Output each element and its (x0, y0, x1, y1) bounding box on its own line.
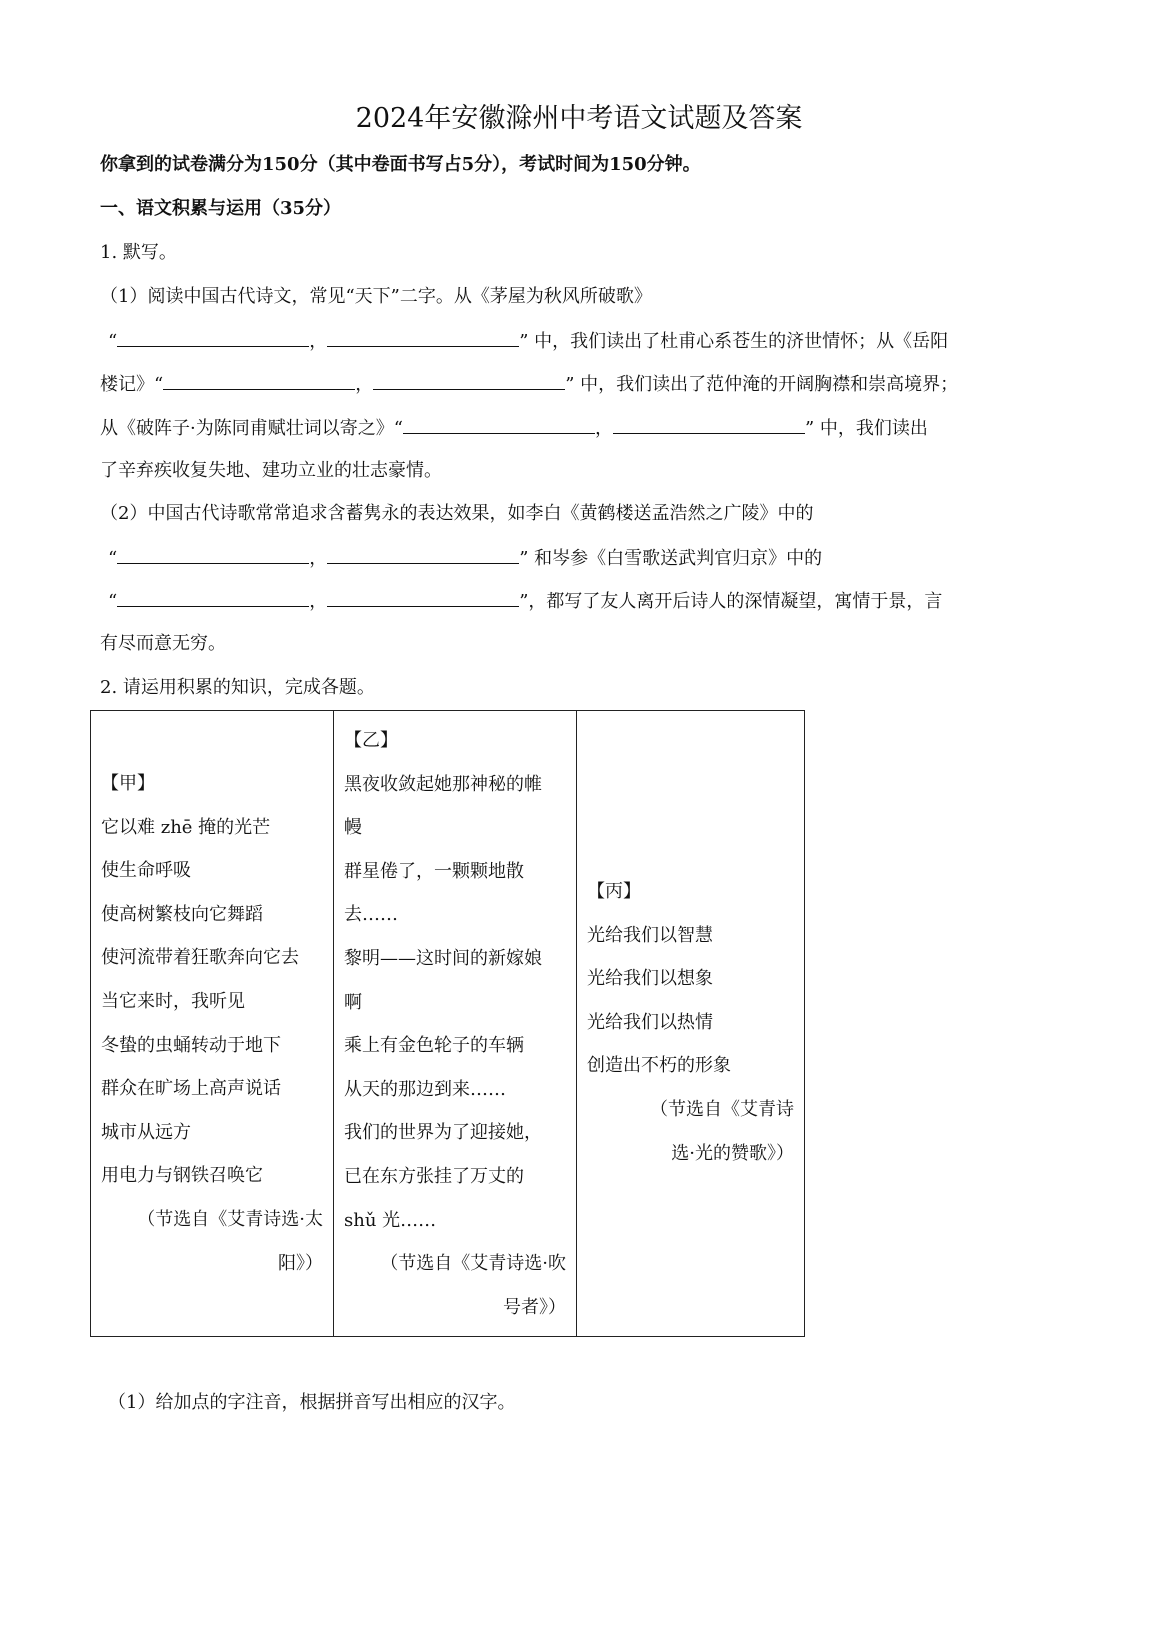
comma: ， (309, 331, 328, 352)
section-heading: 一、语文积累与运用（35分） (100, 198, 342, 219)
poem-line: 城市从远方 (101, 1121, 191, 1143)
quote: “ (108, 548, 118, 569)
q1-part2-line (108, 543, 822, 573)
poem-source: 阳》） (278, 1252, 323, 1274)
poem-source: （节选自《艾青诗选·吹 (380, 1253, 566, 1275)
poem-line: 光给我们以想象 (587, 968, 713, 990)
answer-blank[interactable] (403, 413, 595, 434)
q1-part2-line: 有尽而意无穷。 (100, 633, 226, 654)
poem-line: 使河流带着狂歌奔向它去 (101, 947, 299, 969)
q1-part2-line (108, 586, 942, 616)
document-title: 2024年安徽滁州中考语文试题及答案 (355, 103, 803, 134)
poem-heading: 【丙】 (587, 881, 641, 902)
poem-line: 幔 (344, 817, 362, 839)
answer-blank[interactable] (613, 413, 805, 434)
question-1-label: 1. 默写。 (100, 242, 177, 263)
text: ” 和岑参《白雪歌送武判官归京》中的 (519, 548, 823, 569)
poem-heading: 【甲】 (101, 773, 155, 794)
poem-line: 使生命呼吸 (101, 860, 191, 882)
comma: ， (309, 548, 328, 569)
poem-source: 选·光的赞歌》） (671, 1142, 794, 1164)
poem-line: 去…… (344, 904, 398, 926)
answer-blank[interactable] (117, 586, 309, 607)
answer-blank[interactable] (163, 369, 355, 390)
answer-blank[interactable] (327, 326, 519, 347)
poem-source: （节选自《艾青诗 (650, 1098, 794, 1120)
text: 楼记》“ (100, 374, 164, 395)
text: ” 中，我们读出 (804, 418, 928, 439)
q1-part1-line (100, 369, 958, 399)
poem-source: 号者》） (503, 1296, 566, 1318)
poem-line: 群星倦了，一颗颗地散 (344, 860, 524, 882)
text: 从《破阵子·为陈同甫赋壮词以寄之》“ (100, 418, 403, 439)
poem-line: 当它来时，我听见 (101, 990, 245, 1012)
answer-blank[interactable] (117, 326, 309, 347)
answer-blank[interactable] (117, 543, 309, 564)
q1-part1-line (100, 413, 928, 443)
question-2-label: 2. 请运用积累的知识，完成各题。 (100, 677, 375, 698)
poem-line: 从天的那边到来…… (344, 1078, 506, 1100)
poem-heading: 【乙】 (344, 730, 398, 751)
text: ” 中，我们读出了范仲淹的开阔胸襟和崇高境界； (565, 374, 959, 395)
answer-blank[interactable] (373, 369, 565, 390)
poem-source: （节选自《艾青诗选·太 (137, 1208, 323, 1230)
poem-line: 创造出不朽的形象 (587, 1055, 731, 1077)
poem-line: 冬蛰的虫蛹转动于地下 (101, 1034, 281, 1056)
poem-cell-bing (577, 711, 805, 1337)
poem-line: shǔ 光…… (344, 1209, 437, 1231)
poem-line: 黎明——这时间的新嫁娘 (344, 947, 542, 969)
poem-cell-yi (334, 711, 577, 1337)
poem-line: 乘上有金色轮子的车辆 (344, 1035, 524, 1057)
poem-line: 光给我们以热情 (587, 1011, 713, 1033)
quote: “ (108, 591, 118, 612)
comma: ， (309, 591, 328, 612)
q1-part1-line: （1）阅读中国古代诗文，常见“天下”二字。从《茅屋为秋风所破歌》 (100, 286, 652, 307)
poem-line: 使高树繁枝向它舞蹈 (101, 903, 263, 925)
text: ” 中，我们读出了杜甫心系苍生的济世情怀；从《岳阳 (519, 331, 949, 352)
q1-part1-line (108, 326, 948, 356)
text: ”，都写了友人离开后诗人的深情凝望，寓情于景，言 (519, 591, 943, 612)
q1-part2-line: （2）中国古代诗歌常常追求含蓄隽永的表达效果，如李白《黄鹤楼送孟浩然之广陵》中的 (100, 503, 814, 524)
poem-cell-jia (91, 711, 334, 1337)
answer-blank[interactable] (327, 543, 519, 564)
comma: ， (355, 374, 374, 395)
answer-blank[interactable] (327, 586, 519, 607)
poem-line: 群众在旷场上高声说话 (101, 1078, 281, 1100)
q2-sub1: （1）给加点的字注音，根据拼音写出相应的汉字。 (108, 1392, 516, 1413)
poem-line: 我们的世界为了迎接她， (344, 1122, 542, 1144)
poem-table (90, 710, 805, 1337)
quote: “ (108, 331, 118, 352)
exam-intro: 你拿到的试卷满分为150分（其中卷面书写占5分），考试时间为150分钟。 (100, 154, 701, 175)
q1-part1-line: 了辛弃疾收复失地、建功立业的壮志豪情。 (100, 460, 442, 481)
poem-line: 用电力与钢铁召唤它 (101, 1165, 263, 1187)
poem-line: 它以难 zhē 掩的光芒 (101, 816, 271, 838)
poem-line: 黑夜收敛起她那神秘的帷 (344, 773, 542, 795)
comma: ， (594, 418, 613, 439)
poem-line: 啊 (344, 991, 362, 1013)
poem-line: 光给我们以智慧 (587, 924, 713, 946)
poem-line: 已在东方张挂了万丈的 (344, 1165, 524, 1187)
